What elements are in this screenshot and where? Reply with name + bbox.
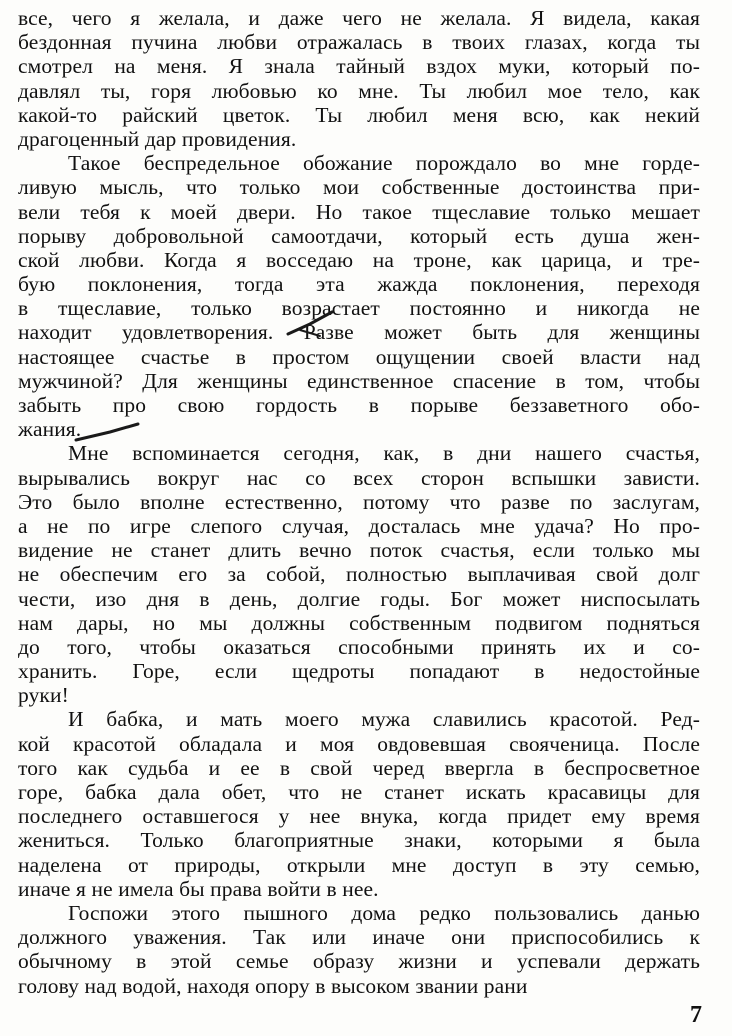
text-line: кой красотой обладала и моя овдовевшая свояченица. После <box>18 731 700 756</box>
text-line: иначе я не имела бы права войти в нее. <box>18 876 379 901</box>
text-line: в тщеславие, только возрастает постоянно и никогда не <box>18 296 700 321</box>
text-line: видение не станет длить вечно поток счастья, если только мы <box>18 538 700 563</box>
text-line: ливую мысль, что только мои собственные достоинства при- <box>18 175 700 200</box>
text-line: смотрел на меня. Я знала тайный вздох муки, который по- <box>18 54 700 79</box>
text-line: нам дары, но мы должны собственным подвигом подняться <box>18 610 700 635</box>
text-line: того как судьба и ее в свой черед ввергла в беспросветное <box>18 755 700 780</box>
text-line: наделена от природы, открыли мне доступ в эту семью, <box>18 852 700 877</box>
text-line: вели тебя к моей двери. Но такое тщеславие только мешает <box>18 199 700 224</box>
text-line: давлял ты, горя любовью ко мне. Ты любил мое тело, как <box>18 78 700 103</box>
text-line: голову над водой, находя опору в высоком звании рани <box>18 973 528 998</box>
text-line: руки! <box>18 683 69 708</box>
text-line: все, чего я желала, и даже чего не желала. Я видела, какая <box>18 6 700 30</box>
text-line: горе, бабка дала обет, что не станет искать красавицы для <box>18 780 700 804</box>
text-line: до того, чтобы оказаться способными принять их и со- <box>18 634 700 659</box>
paragraph <box>18 441 700 707</box>
text-line: хранить. Горе, если щедроты попадают в недостойные <box>18 659 700 684</box>
text-line: бую поклонения, тогда эта жажда поклонения, переходя <box>18 272 700 297</box>
text-line: мужчиной? Для женщины единственное спасение в том, чтобы <box>18 368 700 393</box>
text-line: Это было вполне естественно, потому что разве по заслугам, <box>18 489 700 514</box>
text-line: а не по игре слепого случая, досталась мне удача? Но про- <box>18 513 700 538</box>
paragraph <box>18 901 700 998</box>
text-line: Мне вспоминается сегодня, как, в дни нашего счастья, <box>68 441 700 466</box>
text-line: чести, изо дня в день, долгие годы. Бог может ниспосылать <box>18 586 700 611</box>
text-line: И бабка, и мать моего мужа славились красотой. Ред- <box>68 707 700 732</box>
text-line: вырывались вокруг нас со всех сторон вспышки зависти. <box>18 465 700 490</box>
paragraph <box>18 151 700 441</box>
text-line: жениться. Только благоприятные знаки, которыми я была <box>18 828 700 853</box>
text-line: обычному в этой семье образу жизни и успевали держать <box>18 949 700 974</box>
text-line: какой-то райский цветок. Ты любил меня всю, как некий <box>18 102 700 127</box>
text-line: настоящее счастье в простом ощущении своей власти над <box>18 344 700 369</box>
text-line: бездонная пучина любви отражалась в твоих глазах, когда ты <box>18 30 700 55</box>
text-line: жания. <box>18 417 82 442</box>
text-line: последнего оставшегося у нее внука, когда придет ему время <box>18 804 700 829</box>
text-line: Госпожи этого пышного дома редко пользовались данью <box>68 900 700 925</box>
paragraph <box>18 707 700 901</box>
text-line: порыву добровольной самоотдачи, который есть душа жен- <box>18 223 700 248</box>
text-line: ской любви. Когда я восседаю на троне, как царица, и тре- <box>18 247 700 272</box>
text-line: драгоценный дар провидения. <box>18 126 297 151</box>
text-line: должного уважения. Так или иначе они приспособились к <box>18 925 700 950</box>
text-line: не обеспечим его за собой, полностью выплачивая свой долг <box>18 562 700 587</box>
text-line: находит удовлетворения. Разве может быть для женщины <box>18 320 700 345</box>
body-text <box>18 6 700 998</box>
text-line: забыть про свою гордость в порыве беззаветного обо- <box>18 393 700 417</box>
paragraph <box>18 6 700 151</box>
text-line: Такое беспредельное обожание порождало во мне горде- <box>68 151 700 176</box>
page-number: 7 <box>690 1002 702 1028</box>
